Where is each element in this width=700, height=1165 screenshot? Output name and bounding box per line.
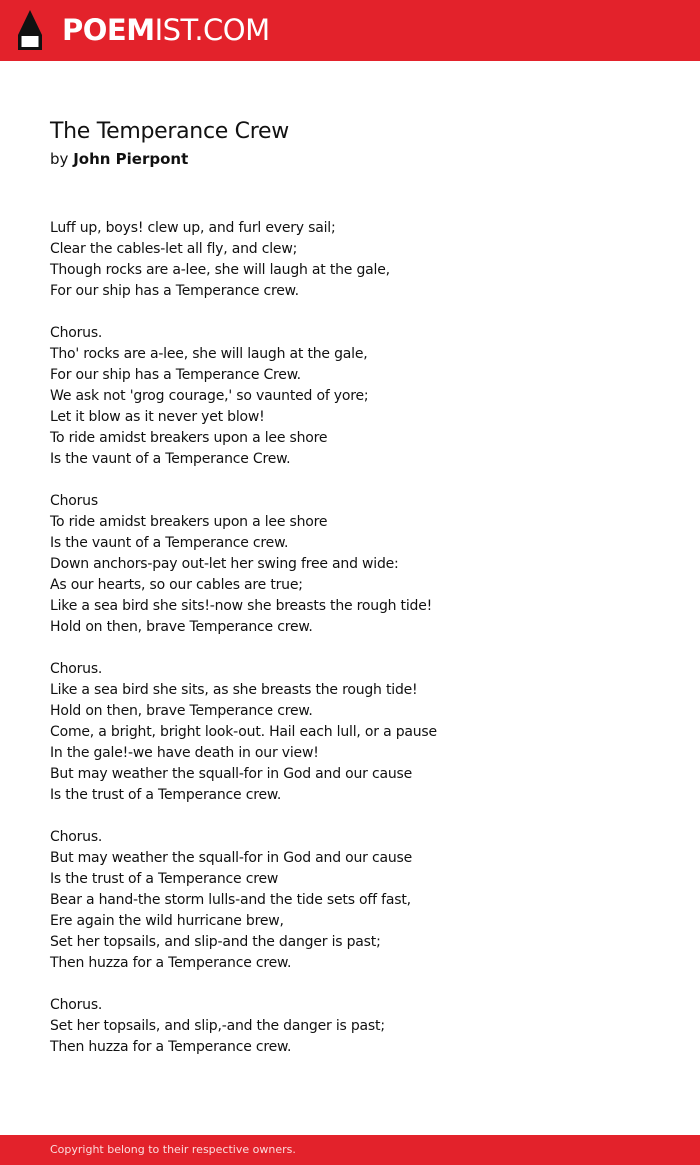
poem-line: Is the vaunt of a Temperance crew. [50, 535, 289, 551]
poem-line: Chorus. [50, 829, 103, 845]
poem-line: Let it blow as it never yet blow! [50, 409, 265, 425]
poem-body [50, 218, 437, 1079]
site-footer [0, 1135, 700, 1165]
poem-line: Down anchors-pay out-let her swing free and wide: [50, 556, 399, 572]
poem-line: We ask not 'grog courage,' so vaunted of yore; [50, 388, 369, 404]
stanza [50, 995, 437, 1058]
site-logo[interactable] [62, 12, 270, 48]
poem-line: To ride amidst breakers upon a lee shore [50, 430, 328, 446]
poem-line: Like a sea bird she sits!-now she breasts the rough tide! [50, 598, 433, 614]
poem-line: Is the vaunt of a Temperance Crew. [50, 451, 291, 467]
poem-line: Is the trust of a Temperance crew [50, 871, 279, 887]
poem-line: Chorus. [50, 997, 103, 1013]
poem-line: To ride amidst breakers upon a lee shore [50, 514, 328, 530]
stanza [50, 659, 437, 806]
poem-line: For our ship has a Temperance crew. [50, 283, 299, 299]
author-name: John Pierpont [73, 150, 189, 168]
poem-line: Hold on then, brave Temperance crew. [50, 703, 313, 719]
poem-line: Chorus. [50, 661, 103, 677]
poem-line: Hold on then, brave Temperance crew. [50, 619, 313, 635]
poem-line: Come, a bright, bright look-out. Hail each lull, or a pause [50, 724, 437, 740]
poem-line: Though rocks are a-lee, she will laugh at the gale, [50, 262, 390, 278]
poem-line: Chorus. [50, 325, 103, 341]
poem-line: Ere again the wild hurricane brew, [50, 913, 284, 929]
brand-bold: POEM [62, 13, 155, 47]
stanza [50, 218, 437, 302]
copyright-text: Copyright belong to their respective owners. [50, 1143, 296, 1156]
poem-line: Tho' rocks are a-lee, she will laugh at the gale, [50, 346, 368, 362]
stanza [50, 323, 437, 470]
poem-line: Then huzza for a Temperance crew. [50, 1039, 292, 1055]
site-header [0, 0, 700, 61]
poem-line: Chorus [50, 493, 98, 509]
by-label: by [50, 150, 69, 168]
poem-line: But may weather the squall-for in God and our cause [50, 766, 413, 782]
poem-title: The Temperance Crew [50, 119, 289, 144]
brand-light: IST.COM [154, 13, 270, 47]
poem-line: Like a sea bird she sits, as she breasts the rough tide! [50, 682, 418, 698]
byline [50, 148, 188, 170]
stanza [50, 491, 437, 638]
poem-line: Is the trust of a Temperance crew. [50, 787, 282, 803]
poem-line: Set her topsails, and slip,-and the danger is past; [50, 1018, 385, 1034]
poem-line: Set her topsails, and slip-and the danger is past; [50, 934, 381, 950]
poem-line: As our hearts, so our cables are true; [50, 577, 303, 593]
poem-line: In the gale!-we have death in our view! [50, 745, 319, 761]
poem-line: Luff up, boys! clew up, and furl every sail; [50, 220, 336, 236]
pencil-tip-icon[interactable] [17, 9, 43, 51]
poem-line: Bear a hand-the storm lulls-and the tide sets off fast, [50, 892, 411, 908]
poem-line: Clear the cables-let all fly, and clew; [50, 241, 298, 257]
poem-line: But may weather the squall-for in God and our cause [50, 850, 413, 866]
poem-line: For our ship has a Temperance Crew. [50, 367, 301, 383]
stanza [50, 827, 437, 974]
poem-line: Then huzza for a Temperance crew. [50, 955, 292, 971]
